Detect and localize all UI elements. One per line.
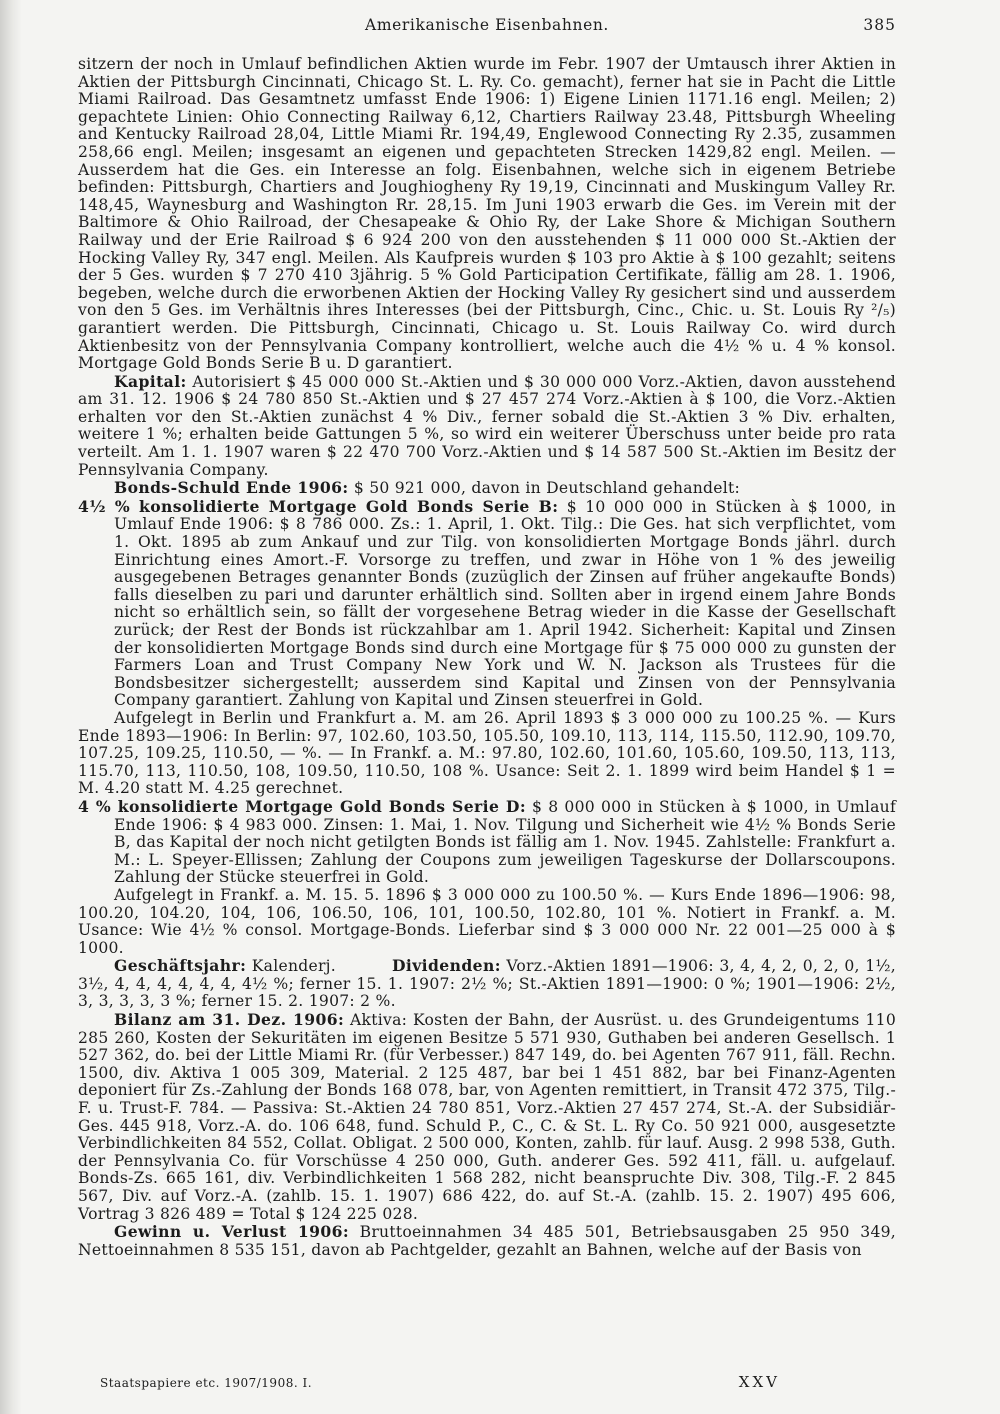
serie-d-aufgelegt: Aufgelegt in Frankf. a. M. 15. 5. 1896 $ 3 000 000 zu 100.50 %. — Kurs Ende 1896—1906: 98, 100.20, 104.20, 104, 106, 106.50, 106, 101, 100.50, 102.80, 101 %. Notiert in Frankf. a. M. Usance: Wie 4½ % consol. Mortgage-Bonds. Lieferbar sind $ 3 000 000 Nr. 22 001—25 000 à $ 1000. bbox=[78, 885, 896, 957]
page-number: 385 bbox=[863, 16, 896, 34]
geschaeftsjahr-section bbox=[78, 957, 896, 1011]
gewinn-section bbox=[78, 1223, 896, 1259]
dividenden-label: Dividenden: bbox=[391, 956, 501, 976]
serie-b-text: $ 10 000 000 in Stücken à $ 1000, in Umlauf Ende 1906: $ 8 786 000. Zs.: 1. April, 1. Okt. Tilg.: Die Ges. hat sich verpflichtet, vom 1. Okt. 1895 ab zum Ankauf und zur Tilg. von konsolidierten Mortgage Bonds jährl. durch Einrichtung eines Amort.-F. Vorsorge zu treffen, und zwar in Höhe von 1 % des jeweilig ausgegebenen Betrages genannter Bonds (zuzüglich der Zinsen auf früher angekaufte Bonds) falls dieselben zu pari und darunter erhältlich sind. Sollten aber in irgend einem Jahre Bonds nicht so erhältlich sein, so fällt der vorgesehene Betrag wieder in die Kasse der Gesellschaft zurück; der Rest der Bonds ist rückzahlbar am 1. April 1942. Sicherheit: Kapital und Zinsen der konsolidierten Mortgage Bonds sind durch eine Mortgage für $ 75 000 000 zu gunsten der Farmers Loan and Trust Company New York und W. N. Jackson als Trustees für die Bondsbesitzer sichergestellt; ausserdem sind Kapital und Zinsen von der Pennsylvania Company garantiert. Zahlung von Kapital und Zinsen steuerfrei in Gold. bbox=[114, 497, 896, 710]
serie-b-label: 4½ % konsolidierte Mortgage Gold Bonds Serie B: bbox=[78, 496, 559, 516]
page bbox=[78, 16, 896, 1259]
bonds-schuld-label: Bonds-Schuld Ende 1906: bbox=[114, 478, 349, 498]
kapital-text: Autorisiert $ 45 000 000 St.-Aktien und $ 30 000 000 Vorz.-Aktien, davon ausstehend am 31. 12. 1906 $ 24 780 850 St.-Aktien und $ 27 457 274 Vorz.-Aktien à $ 100, die Vorz.-Aktien erhalten vor den St.-Aktien zunächst 4 % Div., ferner sobald die St.-Aktien 3 % Div. erhalten, weitere 1 %; erhalten beide Gattungen 5 %, so wird ein weiterer Überschuss unter beide pro rata verteilt. Am 1. 1. 1907 waren $ 22 470 700 Vorz.-Aktien und $ 14 587 500 St.-Aktien im Besitz der Pennsylvania Company. bbox=[78, 372, 896, 479]
running-title: Amerikanische Eisenbahnen. bbox=[365, 16, 609, 34]
bilanz-label: Bilanz am 31. Dez. 1906: bbox=[114, 1010, 345, 1030]
bilanz-section bbox=[78, 1011, 896, 1223]
intro-paragraph: sitzern der noch in Umlauf befindlichen Aktien wurde im Febr. 1907 der Umtausch ihrer Aktien in Aktien der Pittsburgh Cincinnati, Chicago St. L. Ry. Co. gemacht), ferner hat sie in Pacht die Little Miami Railroad. Das Gesamtnetz umfasst Ende 1906: 1) Eigene Linien 1171.16 engl. Meilen; 2) gepachtete Linien: Ohio Connecting Railway 6,12, Chartiers Railway 23.48, Pittsburgh Wheeling and Kentucky Railroad 28,04, Little Miami Rr. 194,49, Englewood Connecting Ry 2.35, zusammen 258,66 engl. Meilen; insgesamt an eigenen und gepachteten Strecken 1429,82 engl. Meilen. — Ausserdem hat die Ges. ein Interesse an folg. Eisenbahnen, welche sich in eigenem Betriebe befinden: Pittsburgh, Chartiers and Joughiogheny Ry 19,19, Cincinnati and Muskingum Valley Rr. 148,45, Waynesburg and Washington Rr. 28,15. Im Juni 1903 erwarb die Ges. im Verein mit der Baltimore & Ohio Railroad, der Chesapeake & Ohio Ry, der Lake Shore & Michigan Southern Railway und der Erie Railroad $ 6 924 200 von den ausstehenden $ 11 000 000 St.-Aktien der Hocking Valley Ry, 347 engl. Meilen. Als Kaufpreis wurden $ 103 pro Aktie à $ 100 gezahlt; seitens der 5 Ges. wurden $ 7 270 410 3jährig. 5 % Gold Participation Certifikate, fällig am 28. 1. 1906, begeben, welche durch die erworbenen Aktien der Hocking Valley Ry gesichert sind und ausserdem von den 5 Ges. im Verhältnis ihres Interesses (bei der Pittsburgh, Cinc., Chic. u. St. Louis Ry ²/₅) garantiert werden. Die Pittsburgh, Cincinnati, Chicago u. St. Louis Railway Co. wird durch Aktienbesitz von der Pennsylvania Company kontrolliert, welche auch die 4½ % u. 4 % konsol. Mortgage Gold Bonds Serie B u. D garantiert. bbox=[78, 55, 896, 373]
book-spine-shadow bbox=[0, 0, 22, 1414]
dividenden-text: Vorz.-Aktien 1891—1906: 3, 4, 4, 2, 0, 2, 0, 1½, 3½, 4, 4, 4, 4, 4, 4, 4½ %; ferner 15. 1. 1907: 2½ %; St.-Aktien 1891—1900: 0 %; 1901—1906: 2½, 3, 3, 3, 3, 3 %; ferner 15. 2. 1907: 2 %. bbox=[78, 957, 896, 1011]
serie-d-text: $ 8 000 000 in Stücken à $ 1000, in Umlauf Ende 1906: $ 4 983 000. Zinsen: 1. Mai, 1. Nov. Tilgung und Sicherheit wie 4½ % Bonds Serie B, das Kapital der noch nicht getilgten Bonds ist fällig am 1. Nov. 1945. Zahlstelle: Frankfurt a. M.: L. Speyer-Ellissen; Zahlung der Coupons zum jeweiligen Tageskurse der Dollarscoupons. Zahlung der Stücke steuerfrei in Gold. bbox=[114, 797, 896, 887]
serie-b-section bbox=[78, 498, 896, 710]
geschaeftsjahr-text: Kalenderj. bbox=[251, 957, 336, 976]
footer-signature: XXV bbox=[738, 1373, 780, 1391]
page-body bbox=[78, 56, 896, 1259]
bonds-schuld-section bbox=[78, 479, 896, 498]
page-footer bbox=[100, 1373, 800, 1391]
serie-b-aufgelegt: Aufgelegt in Berlin und Frankfurt a. M. am 26. April 1893 $ 3 000 000 zu 100.25 %. — Kurs Ende 1893—1906: In Berlin: 97, 102.60, 103.50, 105.50, 109.10, 113, 114, 115.50, 112.90, 109.70, 107.25, 109.25, 110.50, — %. — In Frankf. a. M.: 97.80, 102.60, 101.60, 105.60, 109.50, 113, 113, 115.70, 113, 110.50, 108, 109.50, 110.50, 108 %. Usance: Seit 2. 1. 1899 wird beim Handel $ 1 = M. 4.20 statt M. 4.25 gerechnet. bbox=[78, 708, 896, 798]
serie-d-section bbox=[78, 798, 896, 887]
serie-d-label: 4 % konsolidierte Mortgage Gold Bonds Serie D: bbox=[78, 796, 526, 816]
running-header bbox=[78, 16, 896, 34]
gewinn-label: Gewinn u. Verlust 1906: bbox=[114, 1222, 349, 1242]
kapital-section bbox=[78, 373, 896, 480]
geschaeftsjahr-label: Geschäftsjahr: bbox=[114, 956, 247, 976]
kapital-label: Kapital: bbox=[114, 371, 187, 391]
bonds-schuld-text: $ 50 921 000, davon in Deutschland gehandelt: bbox=[353, 479, 740, 498]
footer-source: Staatspapiere etc. 1907/1908. I. bbox=[100, 1376, 313, 1390]
gewinn-text: Bruttoeinnahmen 34 485 501, Betriebsausgaben 25 950 349, Nettoeinnahmen 8 535 151, davon ab Pachtgelder, gezahlt an Bahnen, welche auf der Basis von bbox=[78, 1223, 896, 1259]
bilanz-text: Aktiva: Kosten der Bahn, der Ausrüst. u. des Grundeigentums 110 285 260, Kosten der Sekuritäten im eigenen Besitze 5 571 930, Guthaben bei anderen Gesellsch. 1 527 362, do. bei der Little Miami Rr. (für Verbesser.) 847 149, do. bei Agenten 767 911, fäll. Rechn. 1500, div. Aktiva 1 005 309, Material. 2 125 487, bar bei 1 451 882, bar bei Finanz-Agenten deponiert für Zs.-Zahlung der Bonds 168 078, bar, von Agenten remittiert, in Transit 472 375, Tilg.-F. u. Trust-F. 784. — Passiva: St.-Aktien 24 780 851, Vorz.-Aktien 27 457 274, St.-A. der Subsidiär-Ges. 445 918, Vorz.-A. do. 106 648, fund. Schuld P., C., C. & St. L. Ry Co. 50 921 000, ausgesetzte Verbindlichkeiten 84 552, Collat. Obligat. 2 500 000, Konten, zahlb. für lauf. Ausg. 2 998 538, Guth. der Pennsylvania Co. für Vorschüsse 4 250 000, Guth. anderer Ges. 592 411, fäll. u. aufgelauf. Bonds-Zs. 665 161, div. Verbindlichkeiten 1 568 282, nicht beanspruchte Div. 308, Tilg.-F. 2 845 567, Div. auf Vorz.-A. (zahlb. 15. 1. 1907) 686 422, do. auf St.-A. (zahlb. 15. 2. 1907) 495 606, Vortrag 3 826 489 = Total $ 124 225 028. bbox=[78, 1011, 896, 1223]
